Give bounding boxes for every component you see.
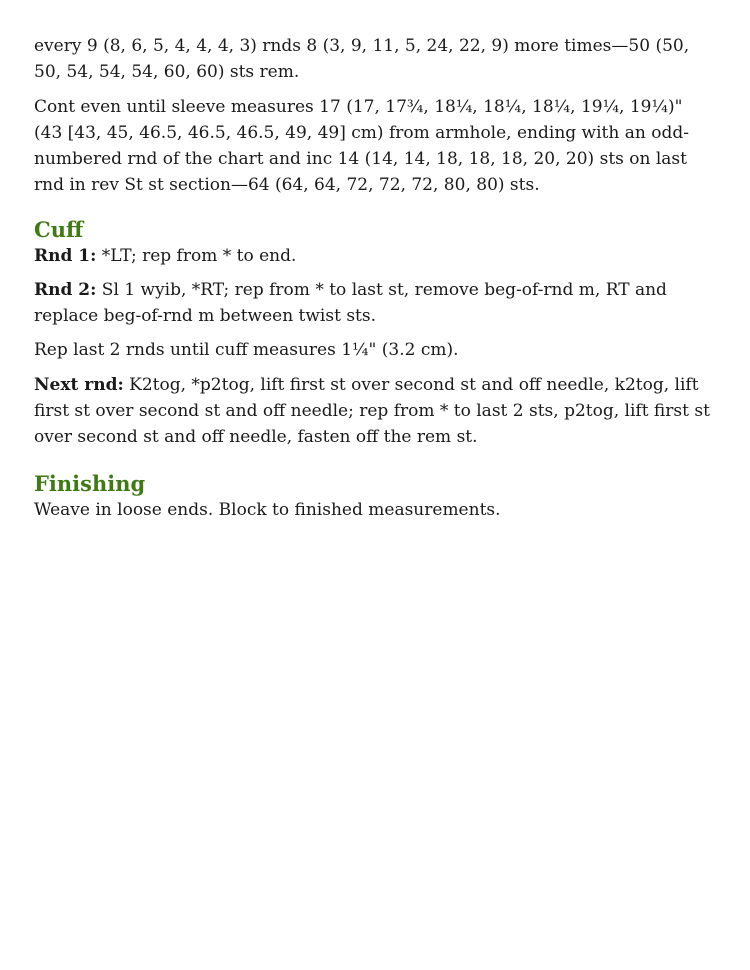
sleeve-length-instructions: Cont even until sleeve measures 17 (17, 17¾, 18¼, 18¼, 18¼, 19¼, 19¼)" (43 [43, 45, 46.5, 46.5, 46.5, 49, 49] cm) from armhole, ending with an odd-numbered rnd of the chart and inc 14 (14, 14, 18, 18, 18, 20, 20) sts on last rnd in rev St st section—64 (64, 64, 72, 72, 72, 80, 80) sts. [34,97,689,195]
cuff-repeat: Rep last 2 rnds until cuff measures 1¼" (3.2 cm). [34,340,459,360]
finishing-text: Weave in loose ends. Block to finished measurements. [34,500,501,520]
cuff-next-round [34,372,714,450]
round-1-label: Rnd 1: [34,246,97,266]
decrease-instructions: every 9 (8, 6, 5, 4, 4, 4, 3) rnds 8 (3, 9, 11, 5, 24, 22, 9) more times—50 (50, 50, 54, 54, 54, 60, 60) sts rem. [34,36,690,82]
cuff-heading: Cuff [34,217,84,242]
finishing-heading: Finishing [34,471,146,496]
next-round-text: K2tog, *p2tog, lift first st over second st and off needle, k2tog, lift first st over second st and off needle; rep from * to last 2 sts, p2tog, lift first st over second st and off needle, fasten off the rem st. [34,375,710,447]
cuff-round-1 [34,243,714,269]
next-round-label: Next rnd: [34,375,124,395]
cuff-round-2 [34,277,714,329]
round-2-label: Rnd 2: [34,280,97,300]
round-1-text: *LT; rep from * to end. [96,246,297,266]
round-2-text: Sl 1 wyib, *RT; rep from * to last st, remove beg-of-rnd m, RT and replace beg-of-rnd m between twist sts. [34,280,667,326]
pattern-page [34,33,714,523]
